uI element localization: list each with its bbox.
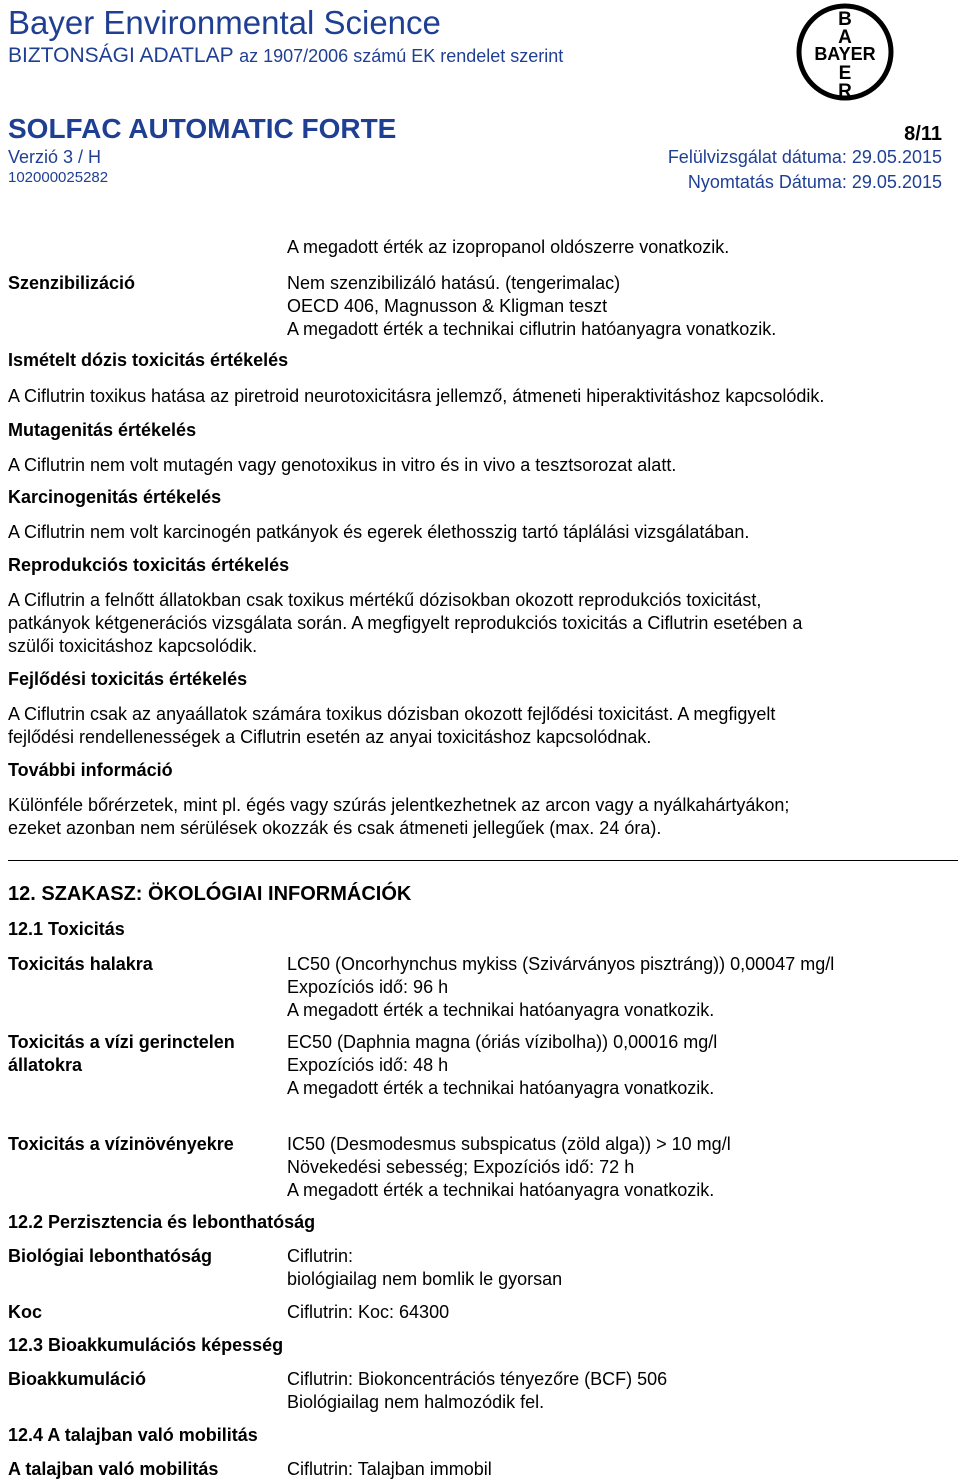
sensitization-line-1: Nem szenzibilizáló hatású. (tengerimalac) bbox=[287, 273, 621, 293]
repeat-dose-text: A Ciflutrin toxikus hatása az piretroid neurotoxicitásra jellemző, átmeneti hiperaktivitáshoz kapcsolódik. bbox=[8, 386, 825, 406]
biodegradability-label: Biológiai lebonthatóság bbox=[8, 1246, 213, 1266]
fish-toxicity-line-3: A megadott érték a technikai hatóanyagra vonatkozik. bbox=[287, 1000, 715, 1020]
developmental-line-1: A Ciflutrin csak az anyaállatok számára toxikus dózisban okozott fejlődési toxicitást. A megfigyelt bbox=[8, 704, 776, 724]
logo-letter-b: B bbox=[838, 9, 852, 30]
reproductive-label: Reprodukciós toxicitás értékelés bbox=[8, 555, 290, 575]
section-divider bbox=[8, 860, 958, 861]
invertebrate-label-line-2: állatokra bbox=[8, 1055, 83, 1075]
invertebrate-line-3: A megadott érték a technikai hatóanyagra vonatkozik. bbox=[287, 1078, 715, 1098]
doctype-main: BIZTONSÁGI ADATLAP bbox=[8, 44, 234, 67]
revision-date: Felülvizsgálat dátuma: 29.05.2015 bbox=[667, 147, 942, 167]
koc-label: Koc bbox=[8, 1302, 43, 1322]
sensitization-line-3: A megadott érték a technikai ciflutrin hatóanyagra vonatkozik. bbox=[287, 319, 777, 339]
print-date: Nyomtatás Dátuma: 29.05.2015 bbox=[687, 172, 942, 192]
plant-toxicity-line-1: IC50 (Desmodesmus subspicatus (zöld alga)) > 10 mg/l bbox=[287, 1134, 731, 1154]
subsection-12-3: 12.3 Bioakkumulációs képesség bbox=[8, 1335, 284, 1355]
reproductive-line-1: A Ciflutrin a felnőtt állatokban csak toxikus mértékű dózisokban okozott reprodukciós toxicitást, bbox=[8, 590, 762, 610]
developmental-label: Fejlődési toxicitás értékelés bbox=[8, 669, 248, 689]
bioaccumulation-line-1: Ciflutrin: Biokoncentrációs tényezőre (BCF) 506 bbox=[287, 1369, 668, 1389]
plant-toxicity-label: Toxicitás a vízinövényekre bbox=[8, 1134, 234, 1154]
subsection-12-1: 12.1 Toxicitás bbox=[8, 919, 125, 939]
intro-note: A megadott érték az izopropanol oldószerre vonatkozik. bbox=[287, 237, 730, 257]
soil-mobility-label: A talajban való mobilitás bbox=[8, 1459, 219, 1479]
reproductive-line-3: szülői toxicitáshoz kapcsolódik. bbox=[8, 636, 258, 656]
document-number: 102000025282 bbox=[8, 169, 109, 186]
koc-value: Ciflutrin: Koc: 64300 bbox=[287, 1302, 450, 1322]
subsection-12-2: 12.2 Perzisztencia és lebonthatóság bbox=[8, 1212, 316, 1232]
bioaccumulation-label: Bioakkumuláció bbox=[8, 1369, 147, 1389]
section-12-title: 12. SZAKASZ: ÖKOLÓGIAI INFORMÁCIÓK bbox=[8, 883, 412, 905]
invertebrate-line-1: EC50 (Daphnia magna (óriás vízibolha)) 0,00016 mg/l bbox=[287, 1032, 718, 1052]
sensitization-label: Szenzibilizáció bbox=[8, 273, 136, 293]
further-info-label: További információ bbox=[8, 760, 173, 780]
carcinogenicity-label: Karcinogenitás értékelés bbox=[8, 487, 222, 507]
company-name: Bayer Environmental Science bbox=[8, 4, 441, 41]
document-type bbox=[8, 43, 563, 69]
logo-letter-a: A bbox=[838, 27, 852, 48]
biodegradability-line-2: biológiailag nem bomlik le gyorsan bbox=[287, 1269, 563, 1289]
repeat-dose-label: Ismételt dózis toxicitás értékelés bbox=[8, 350, 289, 370]
bioaccumulation-line-2: Biológiailag nem halmozódik fel. bbox=[287, 1392, 545, 1412]
logo-letter-e: E bbox=[838, 63, 852, 84]
reproductive-line-2: patkányok kétgenerációs vizsgálata során. A megfigyelt reprodukciós toxicitás a Ciflutrin esetében a bbox=[8, 613, 803, 633]
further-info-line-2: ezeket azonban nem sérülések okozzák és csak átmeneti jellegűek (max. 24 óra). bbox=[8, 818, 662, 838]
version-label: Verzió 3 / H bbox=[8, 147, 102, 167]
mutagenicity-label: Mutagenitás értékelés bbox=[8, 420, 197, 440]
developmental-line-2: fejlődési rendellenességek a Ciflutrin esetén az anyai toxicitáshoz kapcsolódnak. bbox=[8, 727, 652, 747]
plant-toxicity-line-2: Növekedési sebesség; Expozíciós idő: 72 h bbox=[287, 1157, 635, 1177]
fish-toxicity-line-1: LC50 (Oncorhynchus mykiss (Szivárványos pisztráng)) 0,00047 mg/l bbox=[287, 954, 835, 974]
soil-mobility-value: Ciflutrin: Talajban immobil bbox=[287, 1459, 492, 1479]
carcinogenicity-text: A Ciflutrin nem volt karcinogén patkányok és egerek élethosszig tartó táplálási vizsgálatában. bbox=[8, 522, 750, 542]
page-number: 8/11 bbox=[904, 123, 942, 145]
further-info-line-1: Különféle bőrérzetek, mint pl. égés vagy szúrás jelentkezhetnek az arcon vagy a nyálkahártyákon; bbox=[8, 795, 790, 815]
subsection-12-4: 12.4 A talajban való mobilitás bbox=[8, 1425, 258, 1445]
fish-toxicity-line-2: Expozíciós idő: 96 h bbox=[287, 977, 449, 997]
invertebrate-label-line-1: Toxicitás a vízi gerinctelen bbox=[8, 1032, 235, 1052]
mutagenicity-text: A Ciflutrin nem volt mutagén vagy genotoxikus in vitro és in vivo a tesztsorozat alatt. bbox=[8, 455, 677, 475]
invertebrate-line-2: Expozíciós idő: 48 h bbox=[287, 1055, 449, 1075]
product-name: SOLFAC AUTOMATIC FORTE bbox=[8, 113, 397, 144]
bayer-cross-logo bbox=[795, 2, 895, 102]
biodegradability-line-1: Ciflutrin: bbox=[287, 1246, 354, 1266]
logo-letter-r: R bbox=[838, 81, 852, 102]
fish-toxicity-label: Toxicitás halakra bbox=[8, 954, 153, 974]
plant-toxicity-line-3: A megadott érték a technikai hatóanyagra vonatkozik. bbox=[287, 1180, 715, 1200]
logo-word: BAYER bbox=[814, 44, 876, 64]
doctype-regulation: az 1907/2006 számú EK rendelet szerint bbox=[239, 46, 564, 66]
sensitization-line-2: OECD 406, Magnusson & Kligman teszt bbox=[287, 296, 608, 316]
